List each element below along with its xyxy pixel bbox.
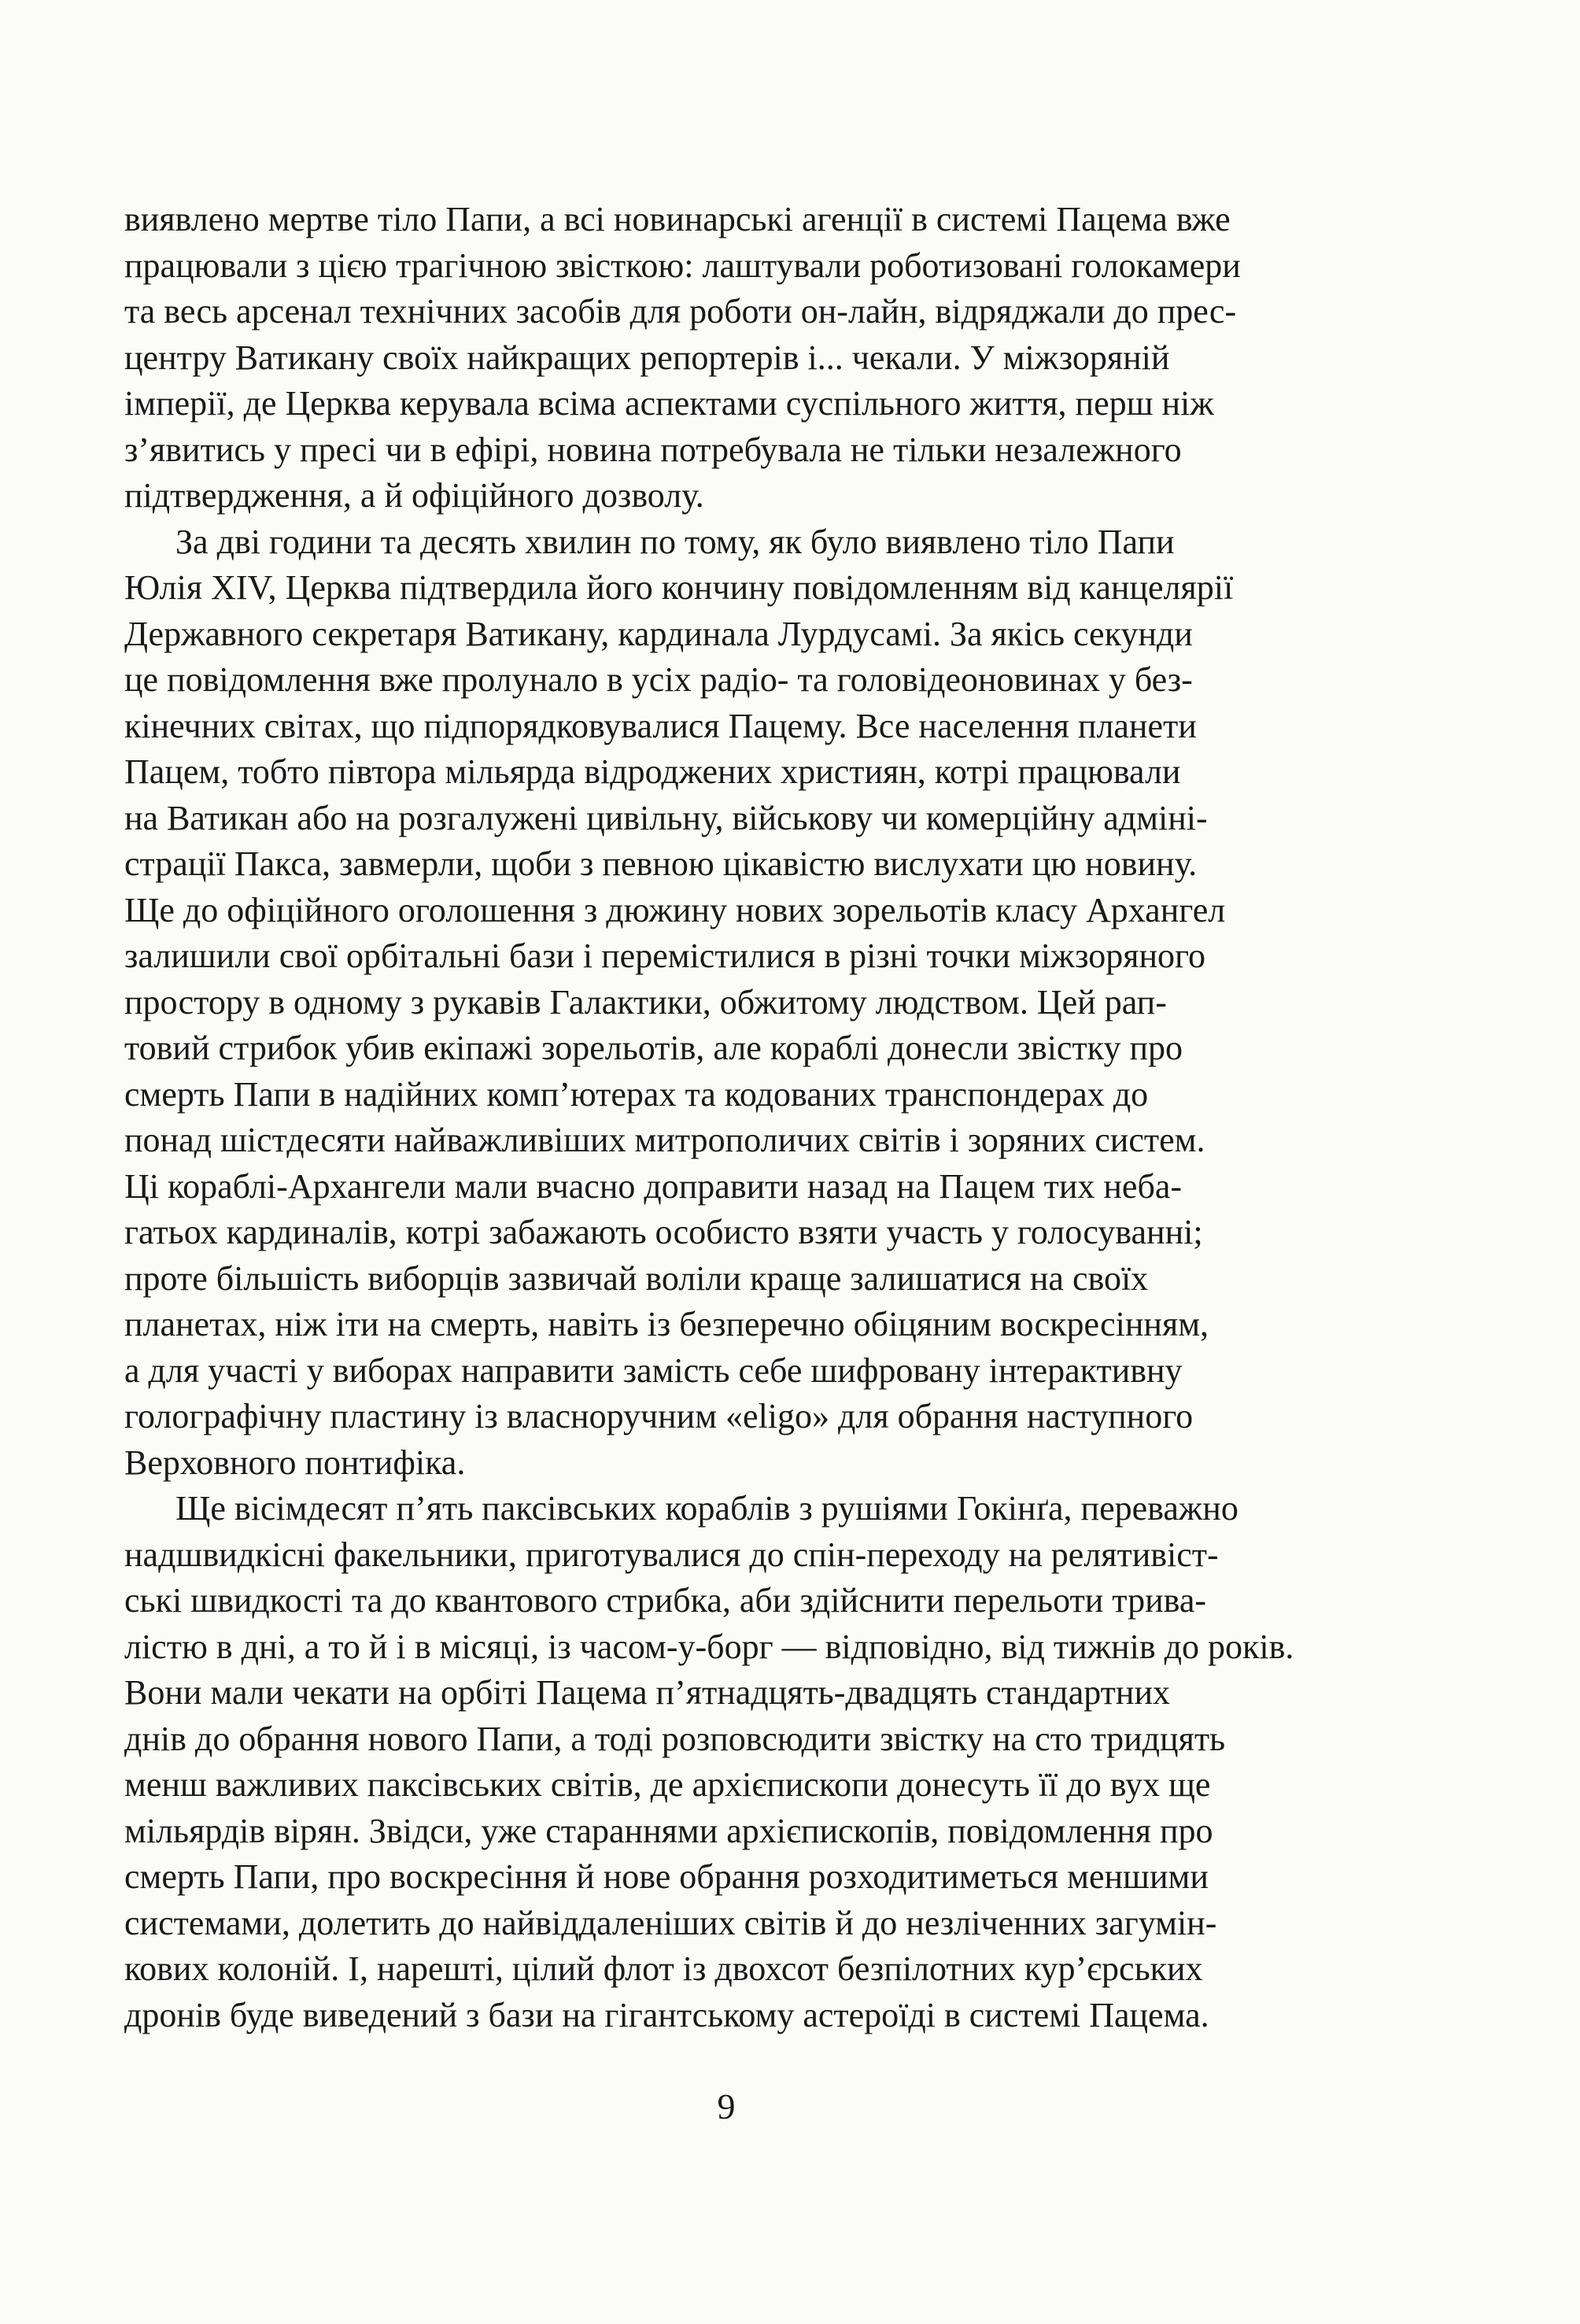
text-line: Юлія XIV, Церква підтвердила його кончину повідомленням від канцелярії xyxy=(124,568,1234,607)
text-line: Державного секретаря Ватикану, кардинала Лурдусамі. За якісь секунди xyxy=(124,614,1193,653)
text-line: проте більшість виборців зазвичай воліли краще залишатися на своїх xyxy=(124,1258,1149,1298)
text-line: імперії, де Церква керувала всіма аспектами суспільного життя, перш ніж xyxy=(124,384,1214,423)
text-line: Верховного понтифіка. xyxy=(124,1443,466,1482)
text-line: кінечних світах, що підпорядковувалися Пацему. Все населення планети xyxy=(124,706,1197,745)
text-line: та весь арсенал технічних засобів для роботи он-лайн, відряджали до прес- xyxy=(124,292,1237,331)
text-line: виявлено мертве тіло Папи, а всі новинарські агенції в системі Пацема вже xyxy=(124,200,1231,238)
text-line: на Ватикан або на розгалужені цивільну, військову чи комерційну адміні- xyxy=(124,798,1208,837)
text-line: менш важливих паксівських світів, де архієпископи донесуть її до вух ще xyxy=(124,1765,1211,1804)
text-line: страції Пакса, завмерли, щоби з певною цікавістю вислухати цю новину. xyxy=(124,844,1198,883)
text-line: днів до обрання нового Папи, а тоді розповсюдити звістку на сто тридцять xyxy=(124,1719,1226,1758)
text-line: планетах, ніж іти на смерть, навіть із безперечно обіцяним воскресінням, xyxy=(124,1305,1209,1343)
text-line: лістю в дні, а то й і в місяці, із часом-у-борг — відповідно, від тижнів до років. xyxy=(124,1627,1294,1666)
text-line: а для участі у виборах направити замість себе шифровану інтерактивну xyxy=(124,1350,1183,1390)
text-line: Ще вісімдесят п’ять паксівських кораблів з рушіями Гокінґа, переважно xyxy=(175,1489,1239,1528)
page-number: 9 xyxy=(717,2086,736,2126)
text-line: це повідомлення вже пролунало в усіх радіо- та головідеоновинах у без- xyxy=(124,660,1193,699)
text-line: простору в одному з рукавів Галактики, обжитому людством. Цей рап- xyxy=(124,982,1167,1022)
text-line: мільярдів вірян. Звідси, уже стараннями архієпископів, повідомлення про xyxy=(124,1811,1213,1850)
text-line: За дві години та десять хвилин по тому, як було виявлено тіло Папи xyxy=(175,522,1175,561)
text-line: системами, долетить до найвіддаленіших світів й до незліченних загумін- xyxy=(124,1903,1217,1942)
text-line: понад шістдесяти найважливіших митрополичих світів і зоряних систем. xyxy=(124,1121,1205,1159)
text-line: голографічну пластину із власноручним «eligo» для обрання наступного xyxy=(124,1397,1194,1435)
text-line: підтвердження, а й офіційного дозволу. xyxy=(124,476,704,515)
text-line: Вони мали чекати на орбіті Пацема п’ятнадцять-двадцять стандартних xyxy=(124,1673,1171,1712)
text-line: кових колоній. І, нарешті, цілий флот із двохсот безпілотних кур’єрських xyxy=(124,1949,1203,1988)
text-line: ські швидкості та до квантового стрибка, аби здійснити перельоти трива- xyxy=(124,1581,1206,1620)
text-line: надшвидкісні факельники, приготувалися до спін-переходу на релятивіст- xyxy=(124,1535,1219,1574)
text-line: залишили свої орбітальні бази і перемістилися в різні точки міжзоряного xyxy=(124,937,1205,975)
text-line: центру Ватикану своїх найкращих репортерів і... чекали. У міжзоряній xyxy=(124,338,1170,377)
text-line: Ще до офіційного оголошення з дюжину нових зорельотів класу Архангел xyxy=(124,890,1226,929)
text-line: Ці кораблі-Архангели мали вчасно доправити назад на Пацем тих неба- xyxy=(124,1166,1183,1206)
text-line: Пацем, тобто півтора мільярда відроджених християн, котрі працювали xyxy=(124,752,1181,791)
text-line: з’явитись у пресі чи в ефірі, новина потребувала не тільки незалежного xyxy=(124,430,1182,469)
text-line: гатьох кардиналів, котрі забажають особисто взяти участь у голосуванні; xyxy=(124,1213,1203,1251)
text-line: смерть Папи в надійних комп’ютерах та кодованих транспондерах до xyxy=(124,1074,1149,1114)
page-text-block xyxy=(124,197,1385,2038)
text-line: працювали з цією трагічною звісткою: лаштували роботизовані голокамери xyxy=(124,246,1241,285)
text-line: смерть Папи, про воскресіння й нове обрання розходитиметься меншими xyxy=(124,1857,1209,1896)
text-line: товий стрибок убив екіпажі зорельотів, але кораблі донесли звістку про xyxy=(124,1029,1183,1067)
text-line: дронів буде виведений з бази на гігантському астероїді в системі Пацема. xyxy=(124,1995,1209,2034)
